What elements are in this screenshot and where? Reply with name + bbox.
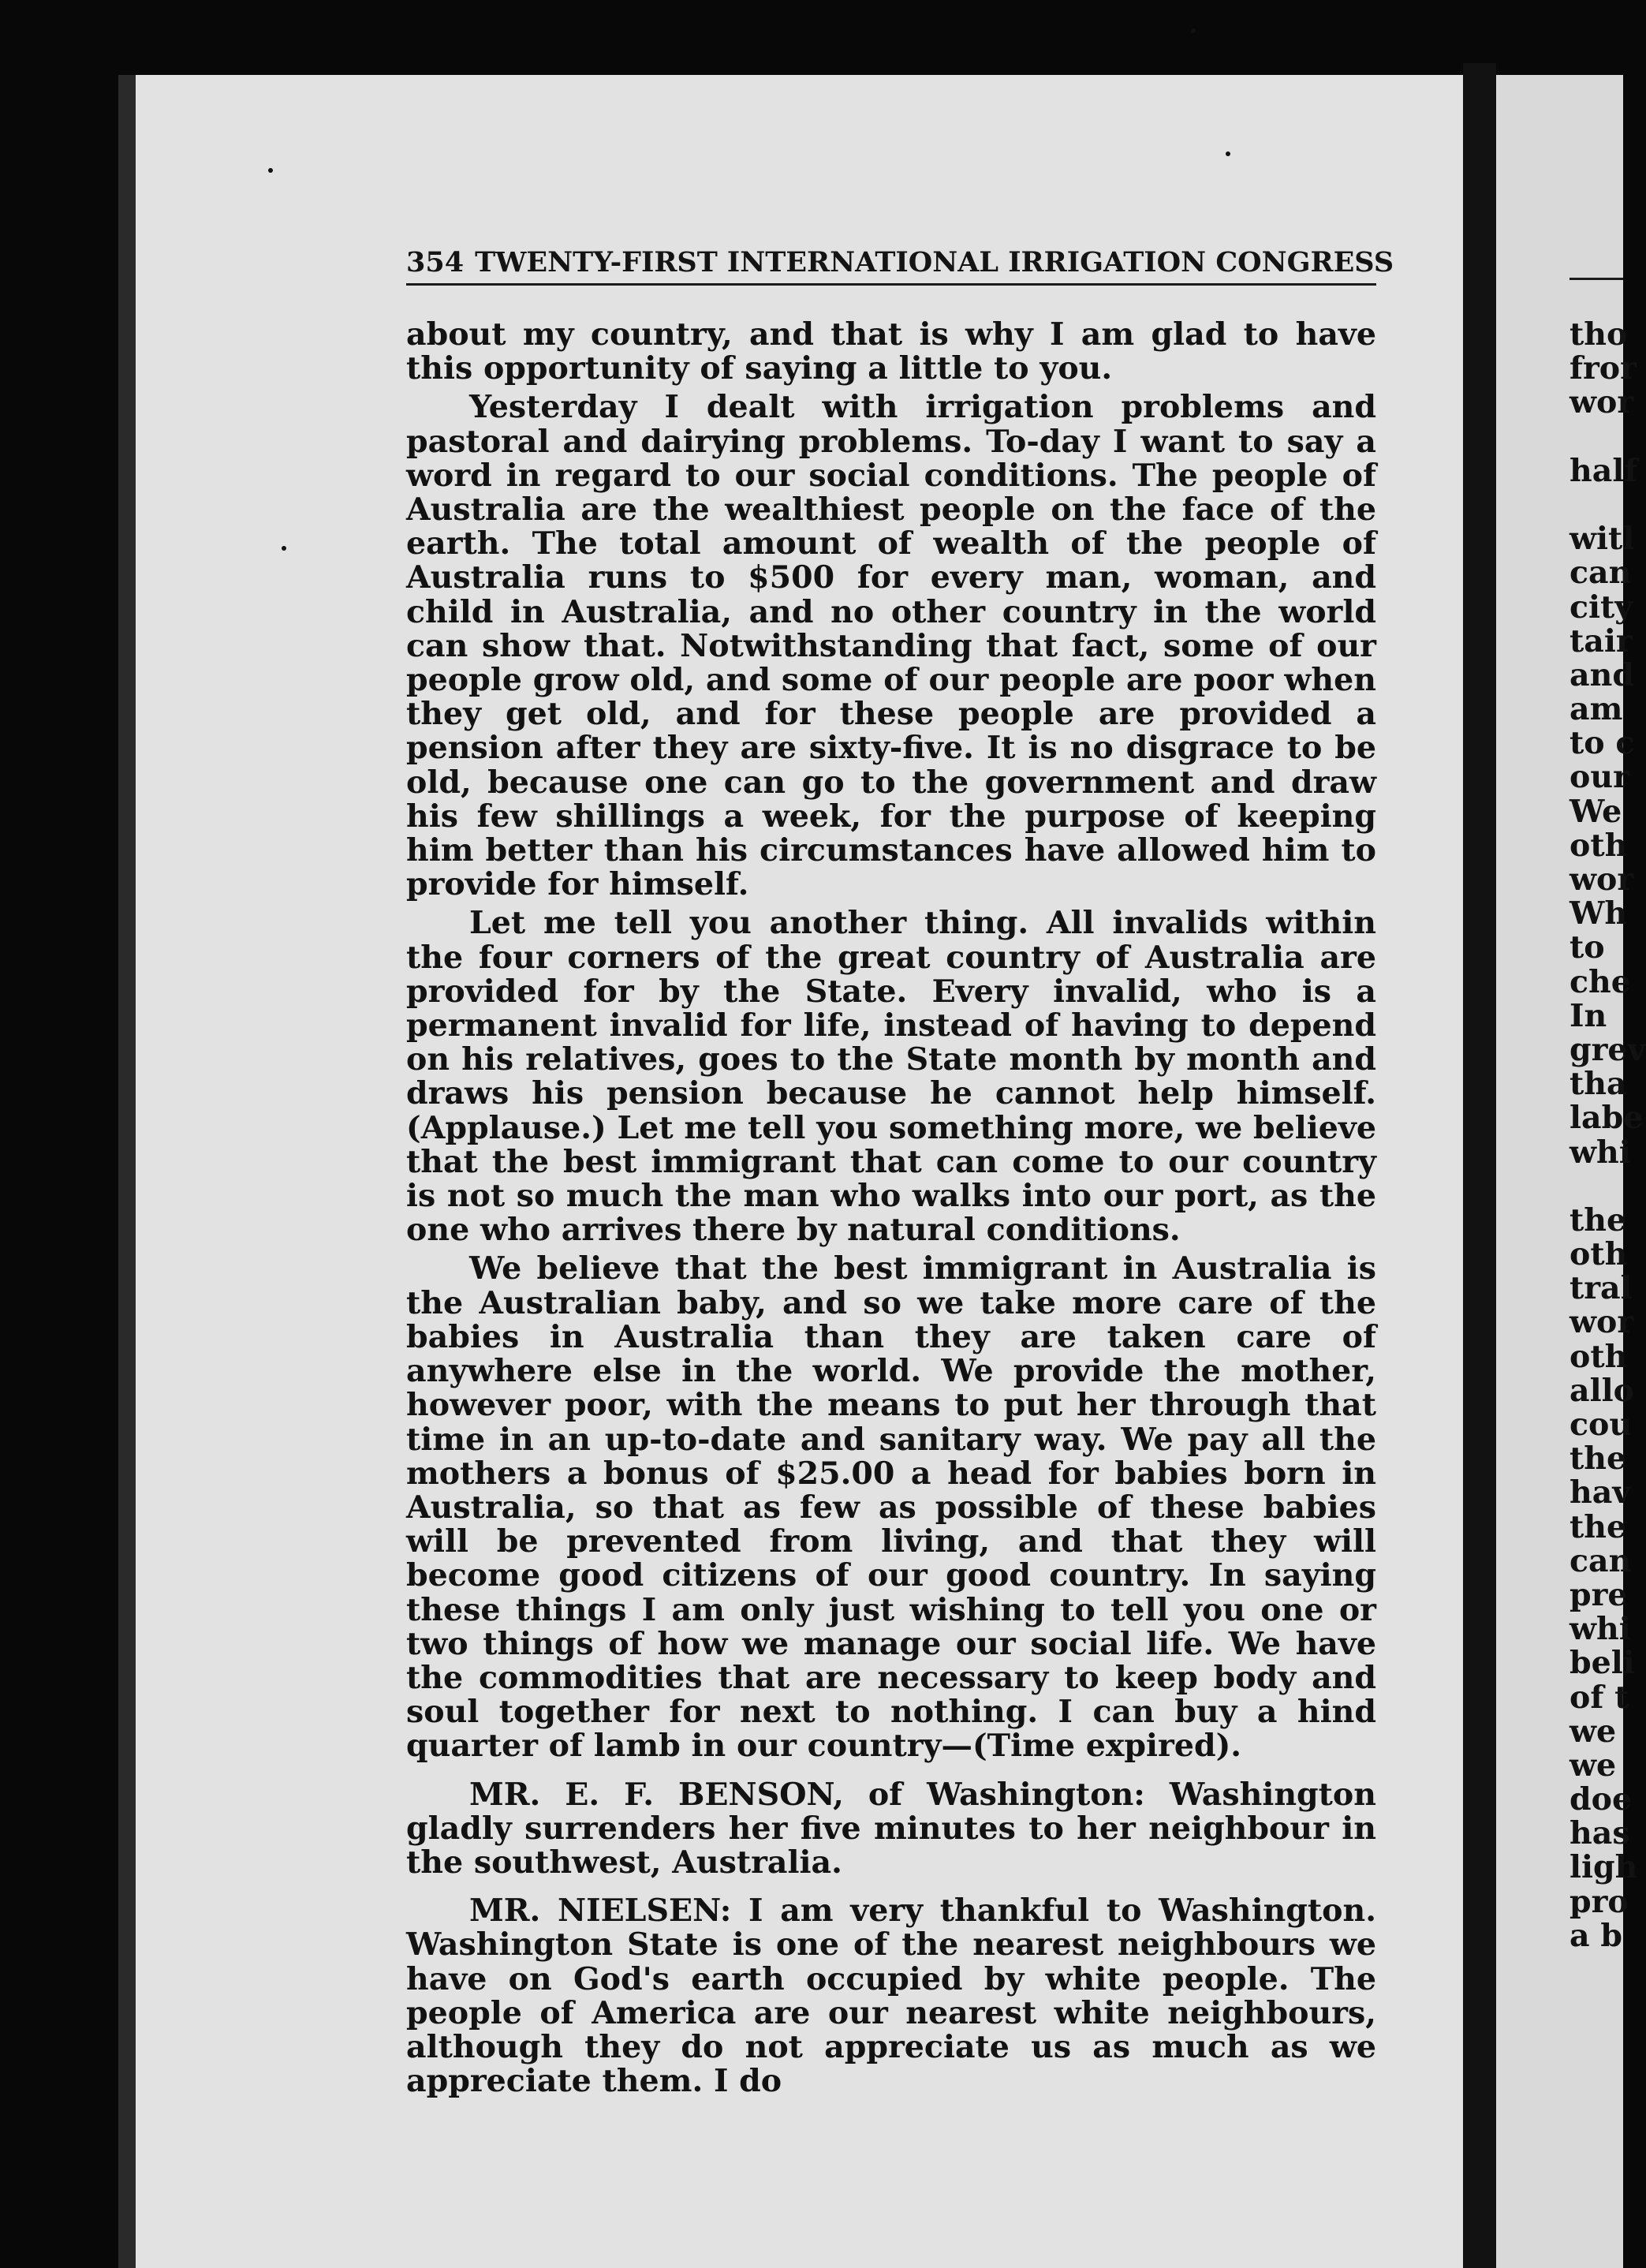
scan-speck xyxy=(282,546,286,551)
right-page-line-fragment: oth xyxy=(1569,1338,1628,1375)
right-page-line-fragment: witl xyxy=(1569,521,1635,558)
running-title: TWENTY-FIRST INTERNATIONAL IRRIGATION CONGRESS xyxy=(475,246,1394,278)
right-page-line-fragment: we xyxy=(1569,1713,1617,1750)
right-page-line-fragment: allo xyxy=(1569,1372,1634,1409)
page-body xyxy=(406,318,1376,2103)
right-page-line-fragment xyxy=(1569,488,1623,522)
right-page-line-fragment: tral xyxy=(1569,1270,1633,1307)
right-page-line-fragment: the xyxy=(1569,1201,1627,1239)
book-gutter xyxy=(1463,63,1496,2268)
right-page-line-fragment: the xyxy=(1569,1508,1627,1545)
right-page-rule xyxy=(1569,278,1623,280)
right-page-line-fragment: to c xyxy=(1569,725,1635,762)
right-page-line-fragment: che xyxy=(1569,963,1631,1000)
right-page-line-fragment: the xyxy=(1569,1440,1627,1478)
right-page-line-fragment: tho xyxy=(1569,316,1628,353)
right-page-line-fragment xyxy=(1569,1170,1623,1204)
right-page-line-fragment: whi xyxy=(1569,1611,1631,1648)
right-page-line-fragment: am xyxy=(1569,691,1623,728)
right-page-line-fragment: can xyxy=(1569,555,1632,592)
right-page-line-fragment: a b xyxy=(1569,1917,1622,1954)
running-header xyxy=(406,246,1394,286)
right-page-line-fragment: tair xyxy=(1569,622,1633,659)
paragraph: about my country, and that is why I am glad to have this opportunity of saying a little to you. xyxy=(406,316,1376,387)
right-page-line-fragment: Wh xyxy=(1569,895,1628,932)
right-page-line-fragment: fror xyxy=(1569,350,1637,387)
right-page-line-fragment: whi xyxy=(1569,1134,1631,1171)
right-page-line-fragment: can xyxy=(1569,1542,1632,1579)
right-page-line-fragment: our xyxy=(1569,759,1629,796)
right-page-line-fragment: half xyxy=(1569,452,1638,489)
right-page-line-fragment: We xyxy=(1569,793,1622,830)
right-page-line-fragment: wor xyxy=(1569,861,1634,898)
right-page-line-fragment: grev xyxy=(1569,1031,1646,1068)
right-page-line-fragment: tha xyxy=(1569,1066,1627,1103)
right-page-line-fragment: city xyxy=(1569,588,1633,626)
right-page-line-fragment: wor xyxy=(1569,384,1634,421)
right-page-line-fragment: wor xyxy=(1569,1304,1634,1341)
right-page-line-fragment: has xyxy=(1569,1815,1630,1852)
paragraph: We believe that the best immigrant in Australia is the Australian baby, and so we take more care of the babies in Australia than they are taken care of anywhere else in the world. We provide the mother, however poor, with the means to put her through that time in an up-to-date and sanitary way. We pay all the mothers a bonus of $25.00 a head for babies born in Australia, so that as few as possible of these babies will be prevented from living, and that they will become good citizens of our good country. In saying these things I am only just wishing to tell you one or two things of how we manage our social life. We have the commodities that are necessary to keep body and soul together for next to nothing. I can buy a hind quarter of lamb in our country—(Time expired). xyxy=(406,1250,1376,1765)
speaker-paragraph: MR. NIELSEN: I am very thankful to Washington. Washington State is one of the nearest neighbours we have on God's earth occupied by white people. The people of America are our nearest white neighbours, although they do not appreciate us as much as we appreciate them. I do xyxy=(406,1892,1376,2100)
right-page-line-fragment xyxy=(1569,420,1623,454)
scan-speck xyxy=(1191,28,1196,33)
right-page-line-fragment: and xyxy=(1569,656,1634,693)
right-page-line-fragment: labe xyxy=(1569,1100,1644,1137)
scan-speck xyxy=(268,168,273,173)
paragraph: Let me tell you another thing. All invalids within the four corners of the great country of Australia are provided for by the State. Every invalid, who is a permanent invalid for life, instead of having to depend on his relatives, goes to the State month by month and draws his pension because he cannot help himself. (Applause.) Let me tell you something more, we believe that the best immigrant that can come to our country is not so much the man who walks into our port, as the one who arrives there by natural conditions. xyxy=(406,905,1376,1249)
right-page-line-fragment: pre xyxy=(1569,1576,1628,1613)
right-page-line-fragment: ligh xyxy=(1569,1849,1638,1886)
right-page-line-fragment: oth xyxy=(1569,827,1628,864)
right-page-line-fragment: cou xyxy=(1569,1407,1633,1443)
scan-speck xyxy=(1226,151,1230,156)
right-page-line-fragment: In xyxy=(1569,997,1607,1034)
right-page-line-fragment: to xyxy=(1569,929,1605,966)
right-page-line-fragment: oth xyxy=(1569,1236,1628,1273)
right-page-line-fragment: doe xyxy=(1569,1781,1633,1818)
right-page-line-fragment: pro xyxy=(1569,1883,1629,1920)
right-page-line-fragment: hav xyxy=(1569,1474,1631,1511)
right-page-text-fragments xyxy=(1569,316,1646,1954)
page-number: 354 xyxy=(406,246,465,278)
paragraph: Yesterday I dealt with irrigation problems and pastoral and dairying problems. To-day I want to say a word in regard to our social conditions. The people of Australia are the wealthiest people on the face of the earth. The total amount of wealth of the people of Australia runs to $500 for every man, woman, and child in Australia, and no other country in the world can show that. Notwithstanding that fact, some of our people grow old, and some of our people are poor when they get old, and for these people are provided a pension after they are sixty-five. It is no disgrace to be old, because one can go to the government and draw his few shillings a week, for the purpose of keeping him better than his circumstances have allowed him to provide for himself. xyxy=(406,389,1376,903)
right-page-line-fragment: of t xyxy=(1569,1679,1629,1716)
right-page-line-fragment: we xyxy=(1569,1747,1617,1784)
speaker-paragraph: MR. E. F. BENSON, of Washington: Washington gladly surrenders her five minutes to her neighbour in the southwest, Australia. xyxy=(406,1776,1376,1881)
right-page-line-fragment: beli xyxy=(1569,1645,1635,1682)
